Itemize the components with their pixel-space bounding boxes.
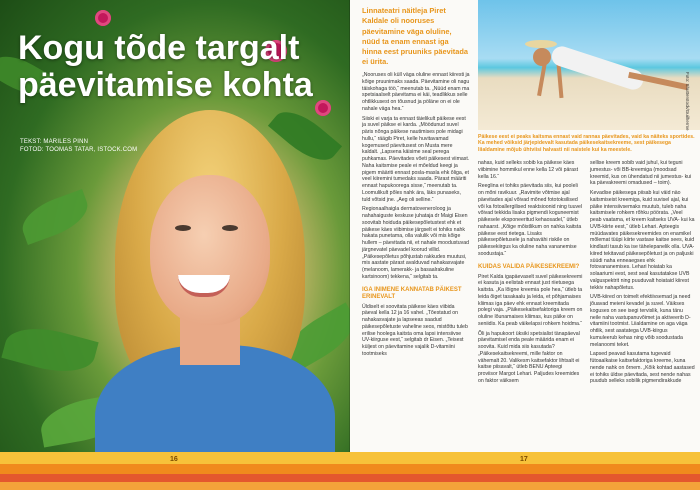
section-heading: KUIDAS VALIDA PÄIKESEKREEMI? (478, 263, 580, 270)
stripe-light-orange (0, 482, 700, 490)
beach-pushup-photo (478, 0, 700, 130)
text-column-1 (362, 72, 470, 361)
paragraph: Kevadise päikesega piisab kui väid näo kaitsmiseist kreemiga, kuid suvisel ajal, kui päike intensiivsemaks muutub, tuleb naha kaitsmisele rohkem rõhku pöörata. „Veel peab vaatama, et kreem kaitseks UVA- kui ka UVB-kiirte eest,“ ütleb Lehari. Apteegis müüdavates päikesekreemides on enamikel mõlemat tüüpi kiirte vastase kaitse sees, kuid kindlasti tasub ka ise tähelepanelik olla. UVA-kiired tekitavad päikesepõletust ja on paljuski süüdi naha enneaegses ehk fotovananemises. Lehari hoiatab ka solaariumi eest, sest seal kasutatakse UVB valguspektrit ning puuduvalt hoiataid kiirest tekkiv nahapõletus. (590, 190, 695, 291)
footer-stripes (0, 452, 700, 490)
stock-photo-credit: Foto: Shutterstock/Guilherme (685, 72, 690, 131)
portrait-eye (222, 225, 238, 231)
portrait-face (150, 175, 270, 325)
page-number-left: 16 (170, 456, 178, 463)
page-number-right: 17 (520, 456, 528, 463)
article-credits (20, 138, 137, 154)
photo-arm (537, 62, 547, 96)
text-column-2 (478, 160, 583, 388)
right-page (350, 0, 700, 490)
photo-arm (557, 64, 564, 98)
paragraph: Üldiselt ei soovitata päikese käes viibida päeval kella 12 ja 16 vahel. „Tõestatud on nahakasvajate ja lapseeas saadud päikesepõletuste vaheline seos, mistõttu tuleb erilise hoolega kaitsta oma lapsi intensiivse UV-kiirguse eest,“ selgitab dr Eisen. „Teisest küljest on päevitamine vajalik D-vitamiini tootmiseks (362, 303, 468, 357)
paragraph: Reeglina ei tohiks päevitada siis, kui pooleli on mõni ravikuur. „Ravimite võtmise ajal päevitades ajal võivad mõned fototoksilised või ka fotoallergilised reaktsioonid ning tuuvel võivad tekkida lisaks pigmendi koguneemist päikesele eksponeeritud kehaosadel,“ ütleb nahaarst. „Kõige mõistlikum on nahka kaitsta päikese eest rietega. Lisaks päikesepõletusele ja nahavähi riskile on päikesekiirgus ka oluline naha vananemise soodustaja.“ (478, 183, 583, 257)
photo-caption: Päikese eest ei peaks kaitsma ennast vaid rannas päevitades, vaid ka näiteks sportides. Ka mehed võiksid järjepidevalt kasutada päikesekaitsekreeme, sest päikesega liialdamine mõjub ühtviisi halvasti nii naistele kui ka meestele. (478, 134, 695, 153)
paragraph: „Nooruses oli küll väga oluline ennast kiiresti ja kõige pruunimaks saada. Päevitamine oli nagu täiskohaga töö,“ meenutab ta. „Nüüd enam ma spetsiaalselt päevitama ei käi, teadlikkus selle ohtlikkusest on tõusnud ja pöläne on ei ole nahale väga hea.“ (362, 72, 470, 112)
photo-hat (525, 40, 557, 48)
rose-flower (95, 10, 111, 26)
stripe-orange (0, 464, 700, 474)
photo-man-body (549, 44, 646, 92)
article-lead: Linnateatri näitleja Piret Kaldale oli nooruses päevitamine väga oluline, nüüd ta enam ennast iga hinna eest pruuniks päevitada ei ürita. (362, 6, 468, 67)
paragraph: Õli ja hapukoort üksiki spetsialist tänapäeval päevitamisel enda peale määrida enam ei soovita. Kuid mida siis kasutada? „Päikesekaitsekreemi, mille faktor on vähemalt 20. Valikesm kaitsefaktor lihtsalt ei kaitse piisavalt,“ ütleb BENU Apteegi proviisor Margot Lehari. Paljudes kreemides on faktor väiksem (478, 330, 580, 384)
paragraph: sellise kreem sobib vaid juhul, kui teguni jumestus- või BB-kreemiga (moodsad kreemid, kus on ühendatud nii jumestus- kui ka päevakreemi omadused – toim). (590, 160, 692, 187)
leaf (1, 319, 98, 381)
portrait-eye (175, 225, 191, 231)
photo-man-head (533, 48, 551, 66)
stripe-yellow (0, 452, 700, 464)
paragraph: Piret Kalda igapäevaselt suvel päikesekreemi ei kasuta ja eelistab ennast just riietusega kaitsta. „Ka lõigne kreemia pole hea,“ ütleb ta leida õiget tasakaalu ja leida, et põhjamaises kliimas iga päev ehk ennast kreemitada polegi vaja. „Päikesekaitsefaktoriga kreem on oluline lõunamaises kliimas, kus päike on seniidis. Ka peab väikelapsi rohkem hoidma.“ (478, 273, 583, 327)
article-title: Kogu tõde targalt päevitamise kohta (18, 29, 313, 104)
paragraph: Regionaalhaigla dermatoveneroloog ja nahahaiguste keskuse juhataja dr Maigi Eisen soovitab hoiduda päikesepõletustest ehk et päikese käes viibimise järgselt ei tohiks nahk hakata punetama, olla valulik või mis kõige hullem – päevitada nii, et nahale moodustuvad järgnevatel päevadel koorud villid. „Päikesepõletus põhjustab rakkudes muutusi, mis aastate pärast avalduvad nahakasvajate (melanoom, lamerakk- ja basaalrakuline kartsinoom) tekkena,“ selgitab ta. (362, 206, 469, 280)
paragraph: Siiski ei varja ta ennast täielikult päikese eest ja suvel päikse ei karda. „Möödunud suvel päris nõnga päikese nautimises pole midagi hullu,“ räägib Piret, kelle huvitavamad kogemused päevitusest on Musta mere kaldalt. „Lapsena käisime seal perega puhkamas. Päevitades võeti päikesest viimast. Naha kaitsmise peale ei mõeldud keegi ja pigem määriti ennast posla-masla ehk õliga, et veel kiiremini tumedaks saada. Pärast määriti ennast hapukoorega sisse,“ meenutab ta. Loomulikult põles nahk ära, läks punaseks, tuld võtsid jne. „Aeg oli selline.“ (362, 115, 470, 203)
text-credit: TEKST: MARILES PINN (20, 139, 89, 145)
stripe-red (0, 474, 700, 482)
paragraph: nahas, kuid selleks sobib ka päikese käes viibimine hommikul enne kella 12 või pärast kella 16.“ (478, 160, 579, 180)
photo-credit: FOTOD: TOOMAS TATAR, ISTOCK.COM (20, 147, 138, 153)
paragraph: UVB-kiired on toimelt efektiivsemad ja need jõuavad meieni kevadel ja suvel. Väikses koguses on see isegi tervislik, kuna tänu neile naha vastupanuvõimet ja aktiveerib D-vitamiini tootmist. Liialdamine on aga väga ohtlik, sest asatatega UVB-kiirgus kumuleerub kehas ning võib soodustada melanoomi teket. (590, 294, 691, 348)
text-column-3 (590, 160, 695, 388)
section-heading: IGA INIMENE KANNATAB PÄIKEST ERINEVALT (362, 286, 462, 300)
paragraph: Lapsed peavad kasutama tugevaid fütoaalkaise kaitsefaktoriga kreeme, kuna nende nahk on õrnem. „Kõik kohtad aastased ei tohiks üldse päevitada, sest nende nahas puudub selleks sobilik pigmendirakkude (590, 351, 695, 385)
leaf (16, 189, 93, 245)
